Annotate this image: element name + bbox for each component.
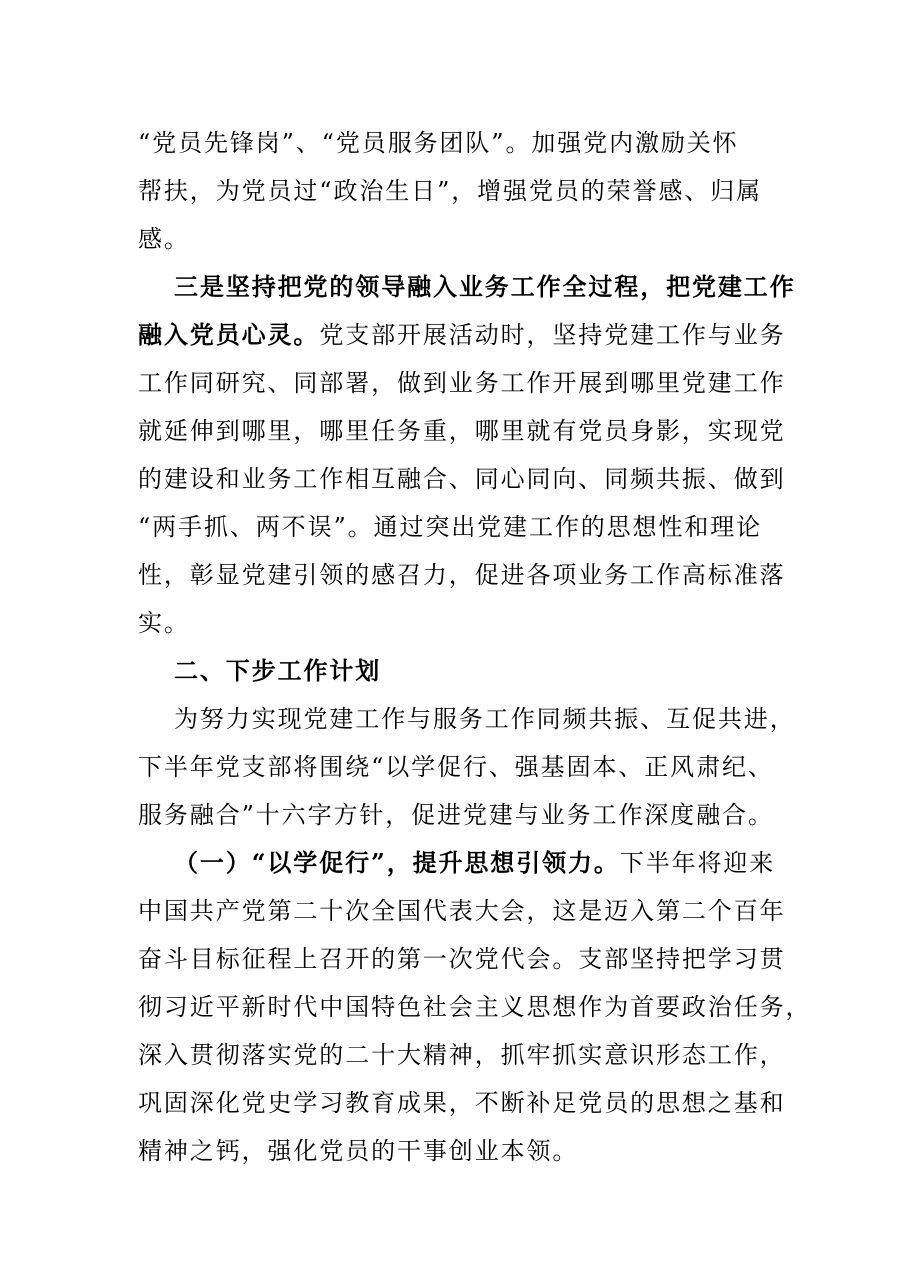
paragraph-line: 的建设和业务工作相互融合、同心同向、同频共振、做到 <box>138 465 786 493</box>
paragraph-line <box>174 847 775 879</box>
paragraph-lead-bold: 融入党员心灵。 <box>138 320 320 349</box>
paragraph-text: 党支部开展活动时，坚持党建工作与业务 <box>319 321 786 349</box>
paragraph-line: 性，彰显党建引领的感召力，促进各项业务工作高标准落 <box>138 561 786 589</box>
paragraph-line: 精神之钙，强化党员的干事创业本领。 <box>138 1137 579 1165</box>
paragraph-line: 实。 <box>138 609 190 637</box>
paragraph-line: 为努力实现党建工作与服务工作同频共振、互促共进， <box>174 705 796 733</box>
paragraph-line: “党员先锋岗”、“党员服务团队”。加强党内激励关怀 <box>138 129 739 157</box>
paragraph-line: 彻习近平新时代中国特色社会主义思想作为首要政治任务， <box>138 993 812 1021</box>
paragraph-line <box>138 319 786 351</box>
paragraph-line: 中国共产党第二十次全国代表大会，这是迈入第二个百年 <box>138 897 786 925</box>
paragraph-line: “两手抓、两不误”。通过突出党建工作的思想性和理论 <box>138 513 763 541</box>
paragraph-line: 服务融合”十六字方针，促进党建与业务工作深度融合。 <box>138 801 774 829</box>
section-heading: 二、下步工作计划 <box>174 656 382 685</box>
paragraph-line: 帮扶，为党员过“政治生日”，增强党员的荣誉感、归属 <box>138 177 763 205</box>
paragraph-line: 深入贯彻落实党的二十大精神，抓牢抓实意识形态工作， <box>138 1041 786 1069</box>
paragraph-text: 下半年将迎来 <box>619 849 776 877</box>
paragraph-line: 奋斗目标征程上召开的第一次党代会。支部坚持把学习贯 <box>138 945 786 973</box>
subsection-title: （一）“以学促行”，提升思想引领力。 <box>174 848 620 877</box>
paragraph-line: 巩固深化党史学习教育成果，不断补足党员的思想之基和 <box>138 1089 786 1117</box>
paragraph-line: 下半年党支部将围绕“以学促行、强基固本、正风肃纪、 <box>138 753 774 781</box>
paragraph-line: 工作同研究、同部署，做到业务工作开展到哪里党建工作 <box>138 369 786 397</box>
paragraph-lead-bold: 三是坚持把党的领导融入业务工作全过程，把党建工作 <box>174 272 796 301</box>
paragraph-line: 感。 <box>138 225 190 253</box>
paragraph-line: 就延伸到哪里，哪里任务重，哪里就有党员身影，实现党 <box>138 417 786 445</box>
